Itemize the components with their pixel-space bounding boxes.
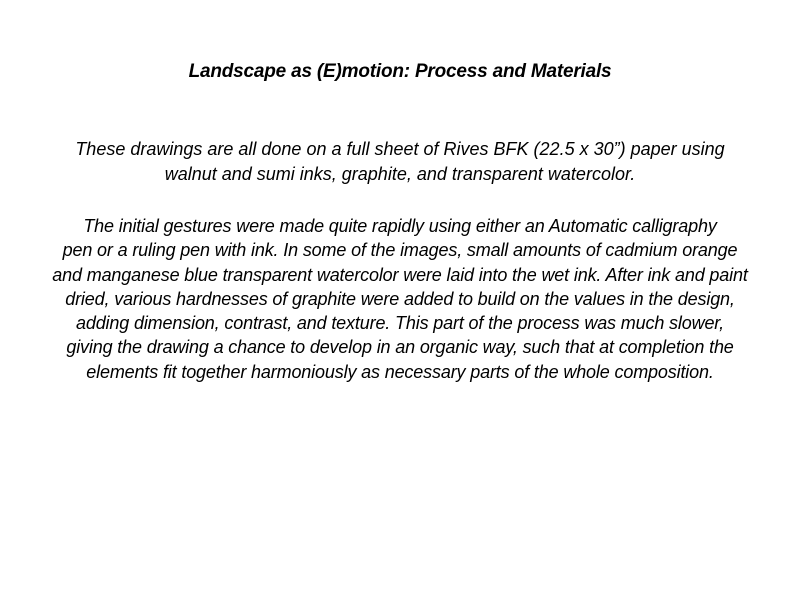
- process-line: giving the drawing a chance to develop in an organic way, such that at completion the: [66, 337, 734, 358]
- process-line: pen or a ruling pen with ink. In some of the images, small amounts of cadmium orange: [62, 240, 738, 261]
- process-line: dried, various hardnesses of graphite were added to build on the values in the design,: [65, 288, 735, 309]
- process-paragraph: [14, 214, 786, 384]
- intro-paragraph: [20, 137, 780, 187]
- intro-line: These drawings are all done on a full sheet of Rives BFK (22.5 x 30”) paper using: [75, 139, 725, 159]
- process-line: adding dimension, contrast, and texture. This part of the process was much slower,: [75, 313, 725, 334]
- process-line: and manganese blue transparent watercolor were laid into the wet ink. After ink and paint: [52, 264, 748, 285]
- process-line: The initial gestures were made quite rapidly using either an Automatic calligraphy: [83, 216, 717, 236]
- intro-line: walnut and sumi inks, graphite, and transparent watercolor.: [164, 164, 636, 184]
- process-line: elements fit together harmoniously as necessary parts of the whole composition.: [86, 361, 714, 382]
- document-title: Landscape as (E)motion: Process and Materials: [188, 61, 612, 82]
